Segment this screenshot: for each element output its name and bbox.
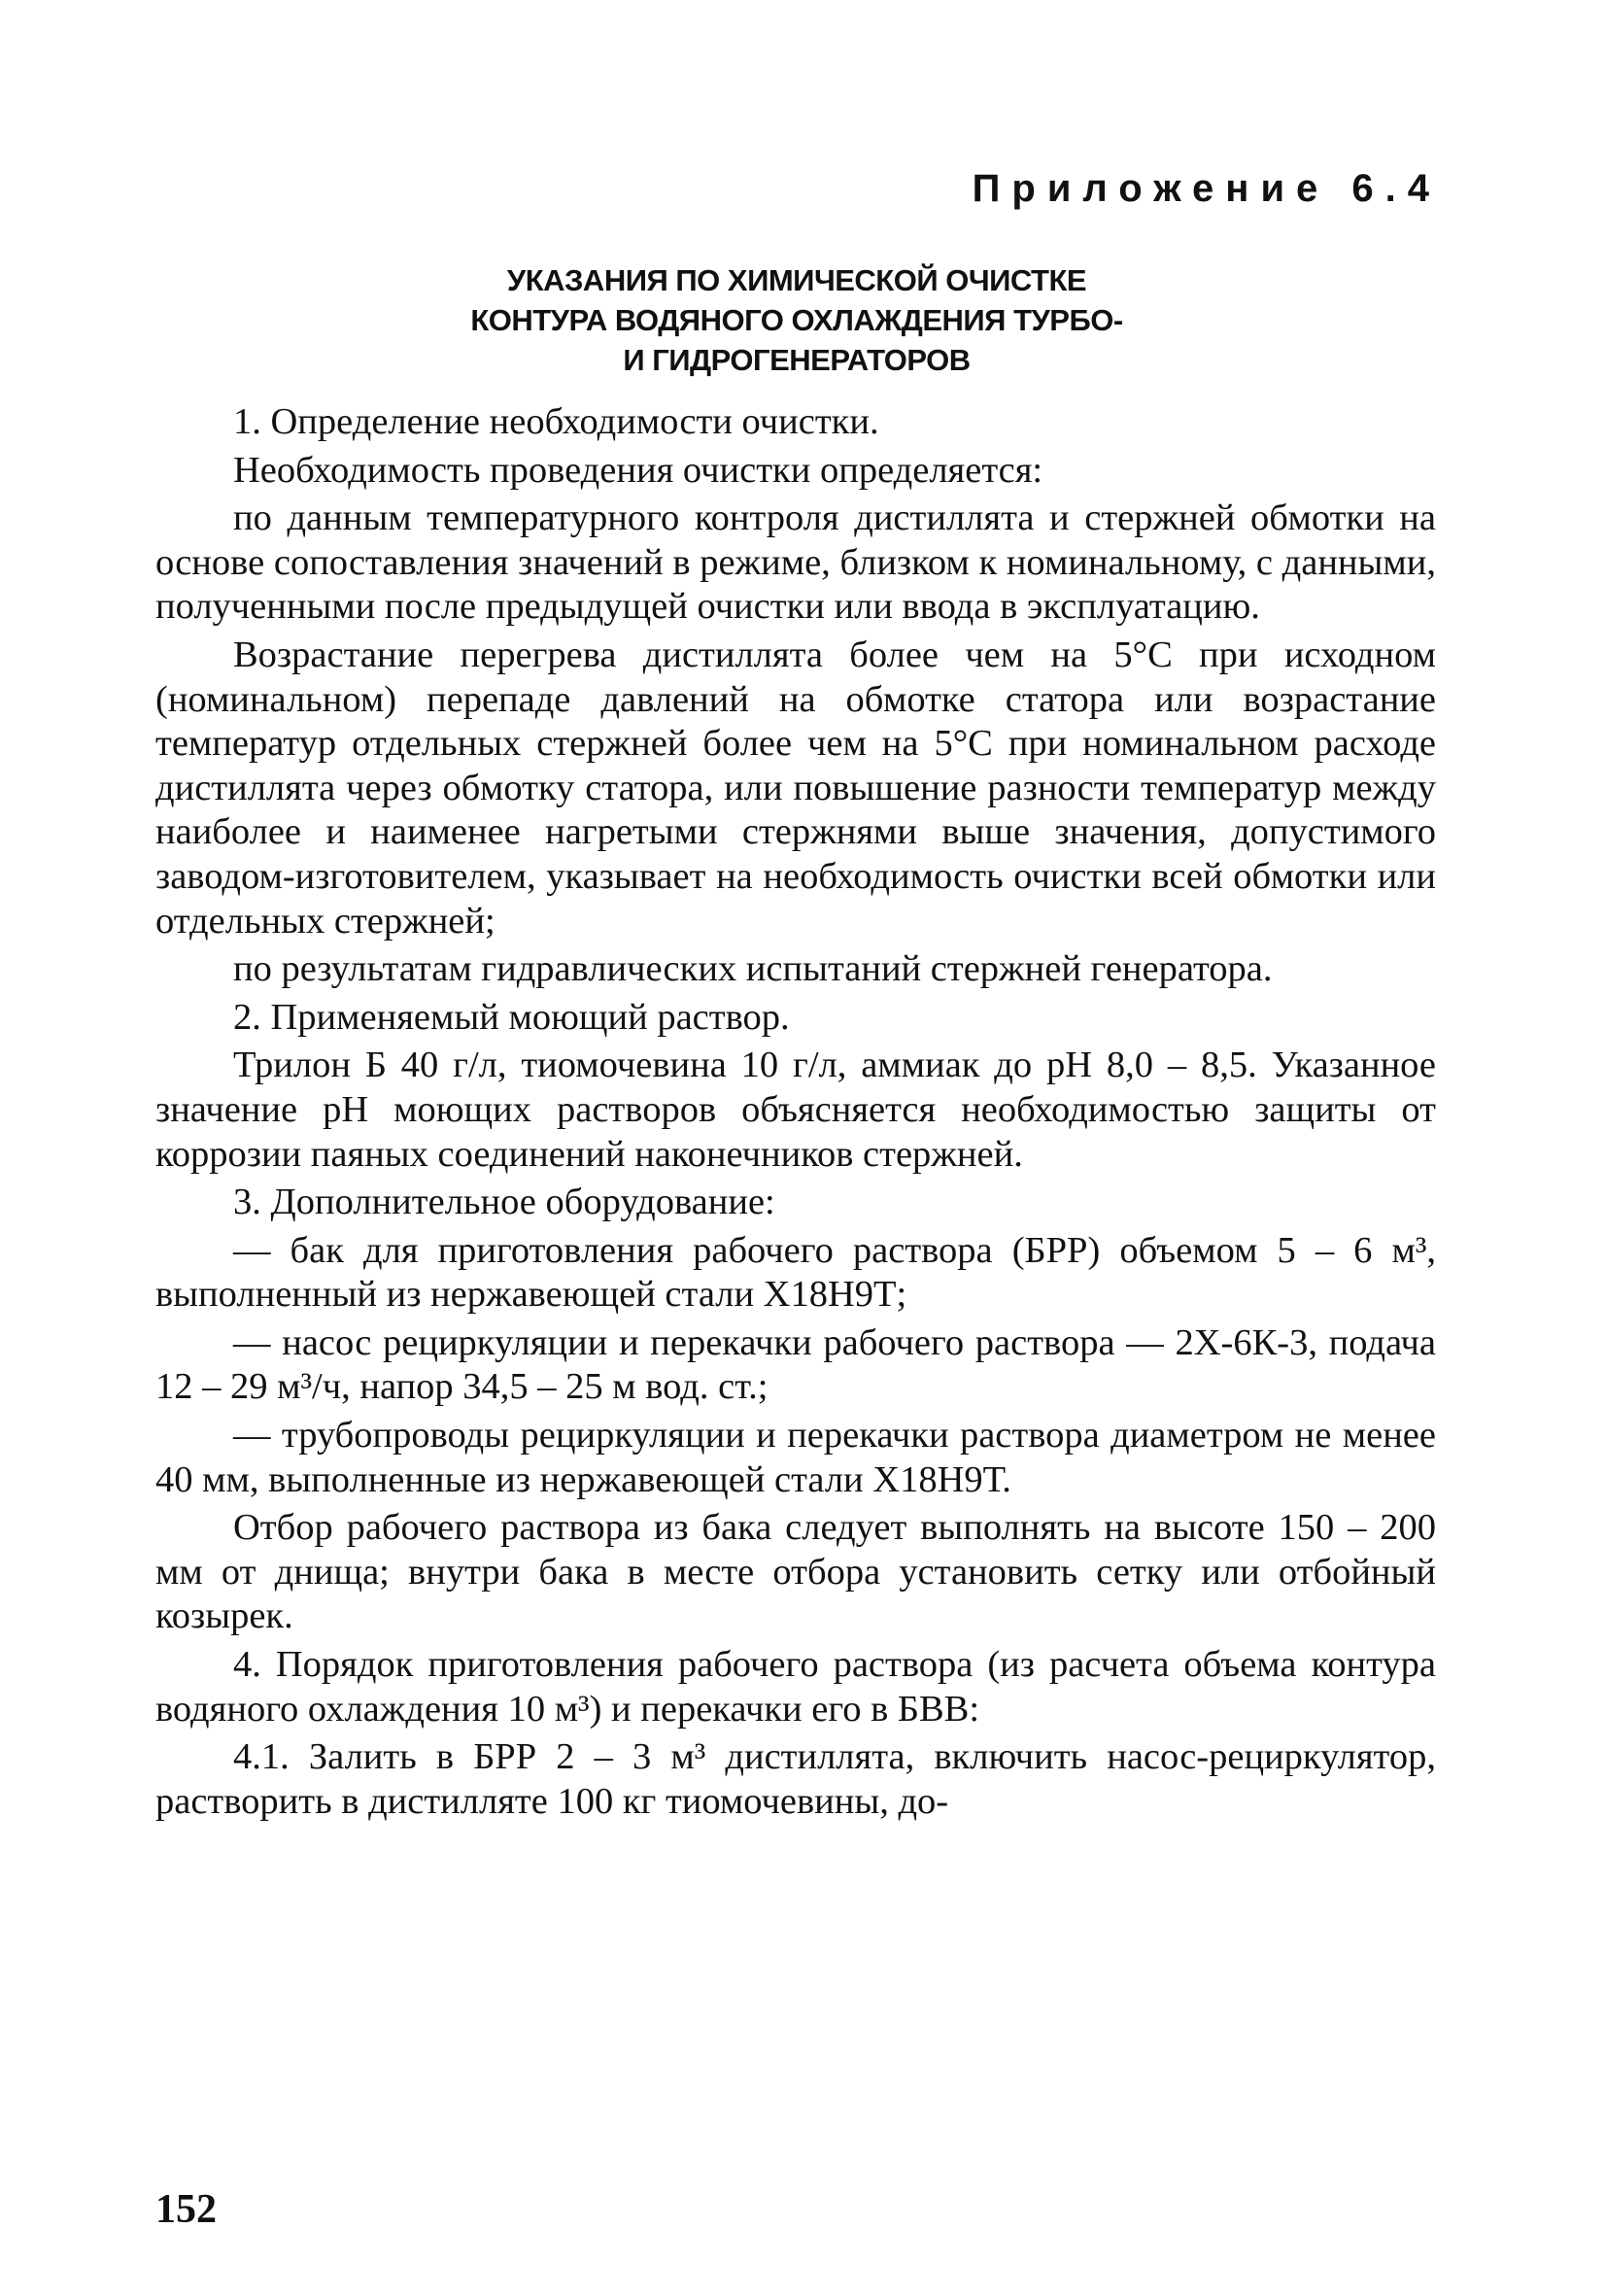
paragraph: Трилон Б 40 г/л, тиомочевина 10 г/л, аммиак до рН 8,0 – 8,5. Указанное значение рН моющих растворов объясняется необходимостью защиты от коррозии паяных соединений наконечников стержней. xyxy=(155,1045,1436,1175)
paragraph: по результатам гидравлических испытаний стержней генератора. xyxy=(233,948,1273,990)
document-body xyxy=(155,400,1436,1828)
section-heading xyxy=(194,260,1399,380)
appendix-label: Приложение 6.4 xyxy=(972,167,1441,210)
heading-line: И ГИДРОГЕНЕРАТОРОВ xyxy=(623,343,971,377)
paragraph: Возрастание перегрева дистиллята более чем на 5°С при исходном (номинальном) перепаде давлений на обмотке статора или возрастание температур отдельных стержней более чем на 5°С при номинальном расходе дистиллята через обмотку статора, или повышение разности температур между наиболее и наименее нагретыми стержнями выше значения, допустимого заводом-изготовителем, указывает на необходимость очистки всей обмотки или отдельных стержней; xyxy=(155,634,1436,942)
paragraph: 4.1. Залить в БРР 2 – 3 м³ дистиллята, включить насос-рециркулятор, растворить в дистилляте 100 кг тиомочевины, до- xyxy=(155,1736,1436,1822)
paragraph: 2. Применяемый моющий раствор. xyxy=(233,996,790,1038)
paragraph: Отбор рабочего раствора из бака следует выполнять на высоте 150 – 200 мм от днища; внутри бака в месте отбора установить сетку или отбойный козырек. xyxy=(155,1507,1436,1637)
page-number: 152 xyxy=(155,2187,217,2232)
list-item: — насос рециркуляции и перекачки рабочего раствора — 2Х-6К-3, подача 12 – 29 м³/ч, напор 34,5 – 25 м вод. ст.; xyxy=(155,1321,1436,1408)
paragraph: 1. Определение необходимости очистки. xyxy=(233,401,879,442)
list-item: — трубопроводы рециркуляции и перекачки раствора диаметром не менее 40 мм, выполненные из нержавеющей стали Х18Н9Т. xyxy=(155,1415,1436,1500)
paragraph: 4. Порядок приготовления рабочего раствора (из расчета объема контура водяного охлаждения 10 м³) и перекачки его в БВВ: xyxy=(155,1644,1436,1730)
paragraph: Необходимость проведения очистки определяется: xyxy=(233,449,1043,491)
list-item: — бак для приготовления рабочего раствора (БРР) объемом 5 – 6 м³, выполненный из нержавеющей стали Х18Н9Т; xyxy=(155,1229,1436,1316)
paragraph: 3. Дополнительное оборудование: xyxy=(233,1182,775,1223)
heading-line: КОНТУРА ВОДЯНОГО ОХЛАЖДЕНИЯ ТУРБО- xyxy=(470,303,1123,337)
paragraph: по данным температурного контроля дистиллята и стержней обмотки на основе сопоставления значений в режиме, близком к номинальному, с данными, полученными после предыдущей очистки или ввода в эксплуатацию. xyxy=(155,497,1436,628)
heading-line: УКАЗАНИЯ ПО ХИМИЧЕСКОЙ ОЧИСТКЕ xyxy=(506,263,1087,297)
